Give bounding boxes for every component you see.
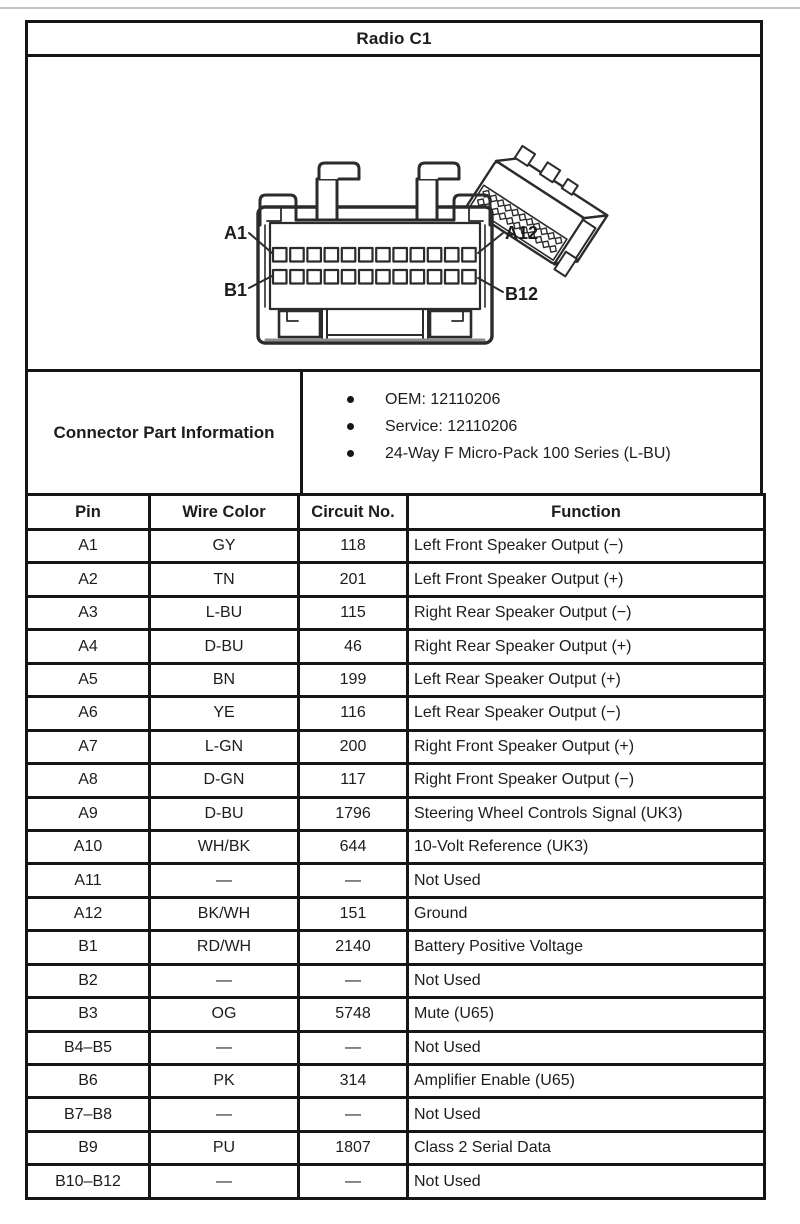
wire-color-cell: L-BU (150, 596, 299, 629)
table-row (27, 697, 765, 730)
wire-color-cell: L-GN (150, 730, 299, 763)
circuit-no-cell: 2140 (299, 931, 408, 964)
circuit-no-cell: 1807 (299, 1131, 408, 1164)
circuit-no-cell: 46 (299, 630, 408, 663)
table-row (27, 1065, 765, 1098)
circuit-no-cell: — (299, 964, 408, 997)
wire-color-cell: — (150, 964, 299, 997)
table-row (27, 764, 765, 797)
connector-part-info-label-text: Connector Part Information (53, 422, 275, 442)
connector-front-view (258, 163, 492, 343)
function-cell: Mute (U65) (408, 998, 765, 1031)
page-title (25, 20, 763, 57)
circuit-no-cell: 314 (299, 1065, 408, 1098)
function-cell: Not Used (408, 864, 765, 897)
function-cell: Left Rear Speaker Output (+) (408, 663, 765, 696)
pin-cell: A6 (27, 697, 150, 730)
pin-cell: A3 (27, 596, 150, 629)
circuit-no-cell: 644 (299, 830, 408, 863)
wire-color-cell: D-GN (150, 764, 299, 797)
page-title-text: Radio C1 (356, 28, 432, 48)
pinout-table-header (27, 495, 765, 530)
column-header-circuit-no: Circuit No. (299, 495, 408, 530)
wire-color-cell: PK (150, 1065, 299, 1098)
pin-label-a12: A12 (505, 223, 539, 243)
function-cell: Ground (408, 897, 765, 930)
circuit-no-cell: 151 (299, 897, 408, 930)
function-cell: Right Rear Speaker Output (−) (408, 596, 765, 629)
table-row (27, 931, 765, 964)
wire-color-cell: — (150, 864, 299, 897)
pin-cell: A9 (27, 797, 150, 830)
table-row (27, 797, 765, 830)
wire-color-cell: BK/WH (150, 897, 299, 930)
pin-cell: B10–B12 (27, 1165, 150, 1199)
circuit-no-cell: — (299, 1098, 408, 1131)
column-header-pin: Pin (27, 495, 150, 530)
circuit-no-cell: 118 (299, 530, 408, 563)
function-cell: 10-Volt Reference (UK3) (408, 830, 765, 863)
table-row (27, 1165, 765, 1199)
table-row (27, 1098, 765, 1131)
function-cell: Class 2 Serial Data (408, 1131, 765, 1164)
table-row (27, 964, 765, 997)
circuit-no-cell: 201 (299, 563, 408, 596)
circuit-no-cell: 115 (299, 596, 408, 629)
wire-color-cell: OG (150, 998, 299, 1031)
table-row (27, 1131, 765, 1164)
pin-cell: A1 (27, 530, 150, 563)
function-cell: Right Front Speaker Output (−) (408, 764, 765, 797)
wire-color-cell: YE (150, 697, 299, 730)
circuit-no-cell: 199 (299, 663, 408, 696)
table-row (27, 630, 765, 663)
pin-cell: B9 (27, 1131, 150, 1164)
pin-label-b12: B12 (505, 284, 539, 304)
pin-label-a1: A1 (223, 223, 247, 243)
column-header-wire-color: Wire Color (150, 495, 299, 530)
connector-part-info-details (303, 372, 760, 493)
pinout-table-body (27, 530, 765, 1199)
table-row (27, 864, 765, 897)
part-info-bullet-list (303, 386, 671, 467)
connector-part-info-section (25, 369, 763, 496)
pin-cell: B1 (27, 931, 150, 964)
part-info-bullet-item: Service: 12110206 (347, 413, 671, 440)
circuit-no-cell: 116 (299, 697, 408, 730)
column-header-function: Function (408, 495, 765, 530)
pin-cell: B2 (27, 964, 150, 997)
pin-cell: B6 (27, 1065, 150, 1098)
circuit-no-cell: — (299, 864, 408, 897)
pin-cell: A5 (27, 663, 150, 696)
wire-color-cell: WH/BK (150, 830, 299, 863)
circuit-no-cell: 1796 (299, 797, 408, 830)
table-row (27, 663, 765, 696)
pin-cell: A2 (27, 563, 150, 596)
connector-part-info-label (28, 372, 303, 493)
wire-color-cell: D-BU (150, 630, 299, 663)
pin-cell: A4 (27, 630, 150, 663)
function-cell: Left Front Speaker Output (−) (408, 530, 765, 563)
function-cell: Not Used (408, 964, 765, 997)
table-row (27, 730, 765, 763)
part-info-bullet-item: 24-Way F Micro-Pack 100 Series (L-BU) (347, 440, 671, 467)
function-cell: Steering Wheel Controls Signal (UK3) (408, 797, 765, 830)
circuit-no-cell: 5748 (299, 998, 408, 1031)
wire-color-cell: — (150, 1098, 299, 1131)
circuit-no-cell: 200 (299, 730, 408, 763)
function-cell: Not Used (408, 1098, 765, 1131)
wire-color-cell: PU (150, 1131, 299, 1164)
circuit-no-cell: 117 (299, 764, 408, 797)
connector-drawing (28, 57, 760, 369)
function-cell: Battery Positive Voltage (408, 931, 765, 964)
function-cell: Left Rear Speaker Output (−) (408, 697, 765, 730)
table-row (27, 998, 765, 1031)
table-row (27, 897, 765, 930)
scan-artifact-line (0, 7, 800, 9)
wire-color-cell: D-BU (150, 797, 299, 830)
part-info-bullet-item: OEM: 12110206 (347, 386, 671, 413)
function-cell: Left Front Speaker Output (+) (408, 563, 765, 596)
pinout-table (25, 493, 766, 1200)
pin-cell: A12 (27, 897, 150, 930)
pin-cell: A11 (27, 864, 150, 897)
function-cell: Not Used (408, 1165, 765, 1199)
circuit-no-cell: — (299, 1165, 408, 1199)
wire-color-cell: — (150, 1165, 299, 1199)
table-row (27, 530, 765, 563)
connector-illustration (25, 54, 763, 372)
function-cell: Right Front Speaker Output (+) (408, 730, 765, 763)
table-row (27, 830, 765, 863)
pin-cell: A10 (27, 830, 150, 863)
pin-cell: B4–B5 (27, 1031, 150, 1064)
table-row (27, 563, 765, 596)
wire-color-cell: TN (150, 563, 299, 596)
function-cell: Amplifier Enable (U65) (408, 1065, 765, 1098)
pin-cell: B3 (27, 998, 150, 1031)
pin-cell: A8 (27, 764, 150, 797)
table-row (27, 1031, 765, 1064)
pin-cell: A7 (27, 730, 150, 763)
wire-color-cell: RD/WH (150, 931, 299, 964)
wire-color-cell: BN (150, 663, 299, 696)
wire-color-cell: — (150, 1031, 299, 1064)
pin-cell: B7–B8 (27, 1098, 150, 1131)
manual-page (25, 20, 763, 1200)
function-cell: Not Used (408, 1031, 765, 1064)
wire-color-cell: GY (150, 530, 299, 563)
table-row (27, 596, 765, 629)
function-cell: Right Rear Speaker Output (+) (408, 630, 765, 663)
circuit-no-cell: — (299, 1031, 408, 1064)
pin-label-b1: B1 (223, 280, 247, 300)
